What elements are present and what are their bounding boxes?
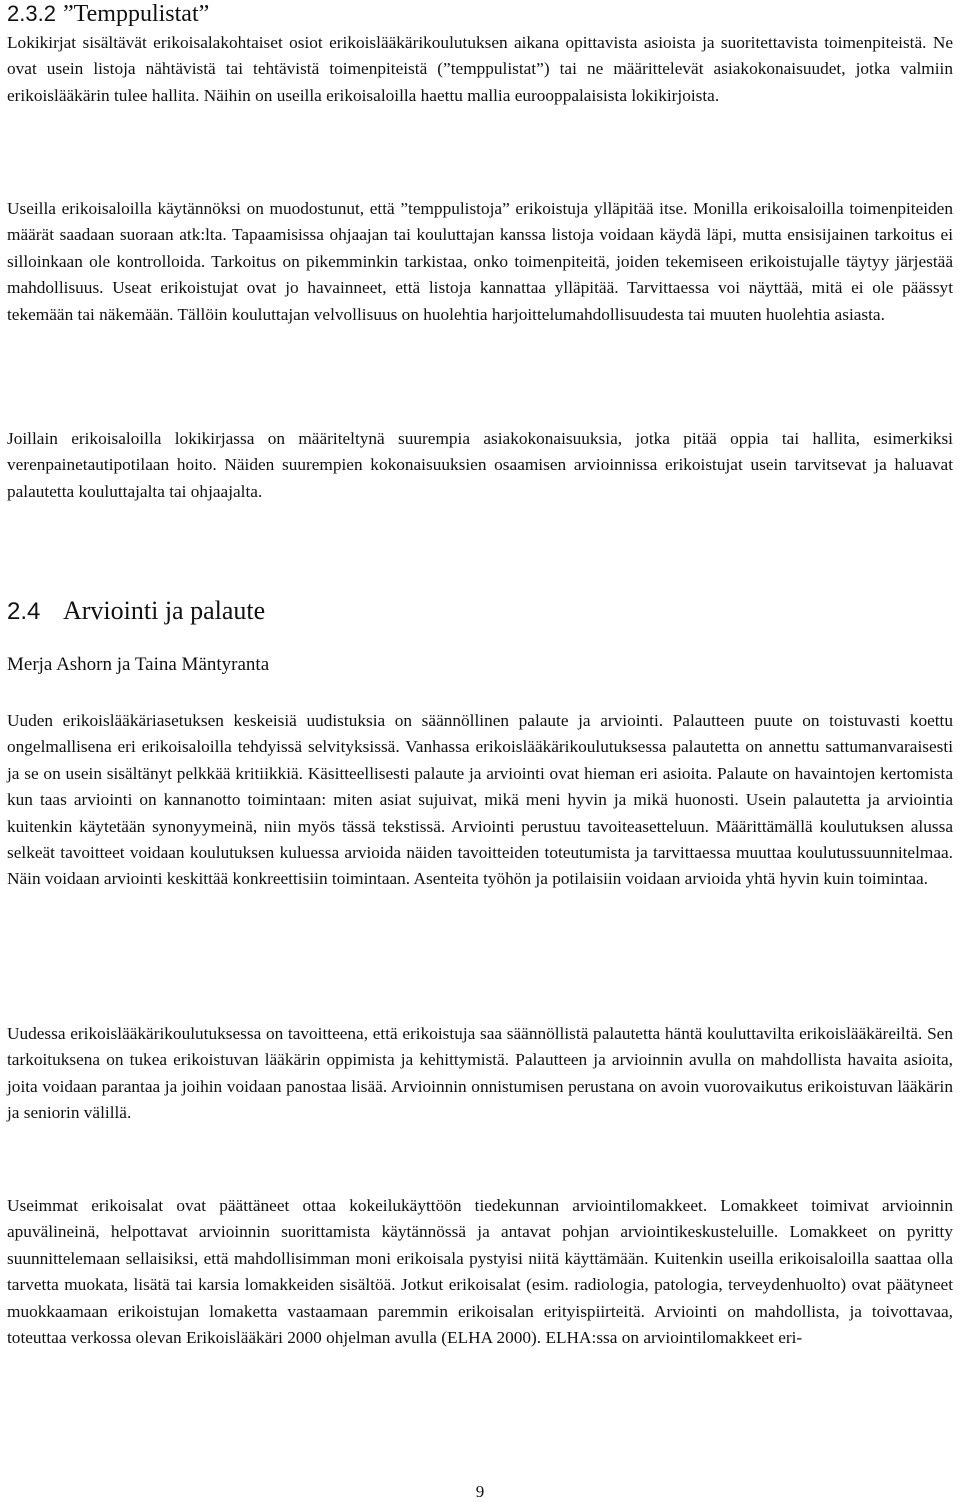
- paragraph: Useilla erikoisaloilla käytännöksi on muodostunut, että ”temppulistoja” erikoistuja ylläpitää itse. Monilla erikoisaloilla toimenpiteiden määrät saadaan suoraan atk:lta. Tapaamisissa ohjaajan tai kouluttajan kanssa listoja voidaan käydä läpi, mutta ensisijainen tarkoitus ei silloinkaan ole kontrolloida. Tarkoitus on pikemminkin tarkistaa, onko toimenpiteitä, joiden tekemiseen erikoistujalle täytyy järjestää mahdollisuus. Useat erikoistujat ovat jo havainneet, että listoja kannattaa ylläpitää. Tarvittaessa voi näyttää, mitä ei ole päässyt tekemään tai näkemään. Tällöin kouluttajan velvollisuus on huolehtia harjoittelumahdollisuudesta tai muuten huolehtia asiasta.: [7, 199, 953, 324]
- paragraph: Uuden erikoislääkäriasetuksen keskeisiä uudistuksia on säännöllinen palaute ja arviointi. Palautteen puute on toistuvasti koettu ongelmallisena eri erikoisaloilla tehdyissä selvityksissä. Vanhassa erikoislääkärikoulutuksessa palautetta on annettu sattumanvaraisesti ja se on usein sisältänyt pelkkää kritiikkiä. Käsitteellisesti palaute ja arviointi ovat hieman eri asioita. Palaute on havaintojen kertomista kun taas arviointi on kannanotto toimintaan: miten asiat sujuivat, mikä meni hyvin ja mikä huonosti. Usein palautetta ja arviointia kuitenkin käytetään synonyymeinä, niin myös tässä tekstissä. Arviointi perustuu tavoiteasetteluun. Määrittämällä koulutuksen alussa selkeät tavoitteet voidaan koulutuksen kuluessa arvioida näiden tavoitteiden toteutumista ja tarvittaessa muuttaa koulutussuunnitelmaa. Näin voidaan arviointi keskittää konkreettisiin toimintaan. Asenteita työhön ja potilaisiin voidaan arvioida yhtä hyvin kuin toimintaa.: [7, 711, 953, 889]
- paragraph: Uudessa erikoislääkärikoulutuksessa on tavoitteena, että erikoistuja saa säännöllistä palautetta häntä kouluttavilta erikoislääkäreiltä. Sen tarkoituksena on tukea erikoistuvan lääkärin oppimista ja kehittymistä. Palautteen ja arvioinnin avulla on mahdollista havaita asioita, joita voidaan parantaa ja joihin voidaan panostaa lisää. Arvioinnin onnistumisen perustana on avoin vuorovaikutus erikoistuvan lääkärin ja seniorin välillä.: [7, 1024, 953, 1123]
- section-heading-2-4: [7, 597, 265, 626]
- paragraph: Lokikirjat sisältävät erikoisalakohtaiset osiot erikoislääkärikoulutuksen aikana opittavista asioista ja suoritettavista toimenpiteistä. Ne ovat usein listoja nähtävistä tai tehtävistä toimenpiteistä (”temppulistat”) tai ne määrittelevät asiakokonaisuudet, jotka valmiin erikoislääkärin tulee hallita. Näihin on useilla erikoisaloilla haettu mallia eurooppalaisista lokikirjoista.: [7, 33, 953, 105]
- section-number: 2.3.2: [7, 1, 56, 26]
- section-number: 2.4: [7, 598, 41, 625]
- section-title: Arviointi ja palaute: [63, 596, 266, 625]
- paragraph: Useimmat erikoisalat ovat päättäneet ottaa kokeilukäyttöön tiedekunnan arviointilomakkeet. Lomakkeet toimivat arvioinnin apuvälineinä, helpottavat arvioinnin suorittamista käytännössä ja antavat pohjan arviointikeskusteluille. Lomakkeet on pyritty suunnittelemaan sellaisiksi, että mahdollisimman moni erikoisala pystyisi niitä käyttämään. Kuitenkin useilla erikoisaloilla saattaa olla tarvetta muokata, lisätä tai karsia lomakkeiden sisältöä. Jotkut erikoisalat (esim. radiologia, patologia, terveydenhuolto) ovat päätyneet muokkaamaan erikoistujan lomaketta vastaamaan paremmin erikoisalan erityispiirteitä. Arviointi on mahdollista, ja toivottavaa, toteuttaa verkossa olevan Erikoislääkäri 2000 ohjelman avulla (ELHA 2000). ELHA:ssa on arviointilomakkeet eri-: [7, 1196, 953, 1348]
- section-authors: Merja Ashorn ja Taina Mäntyranta: [7, 654, 270, 675]
- page-number: 9: [475, 1482, 485, 1501]
- section-title: ”Temppulistat”: [63, 1, 210, 27]
- paragraph: Joillain erikoisaloilla lokikirjassa on määriteltynä suurempia asiakokonaisuuksia, jotka pitää oppia tai hallita, esimerkiksi verenpainetautipotilaan hoito. Näiden suurempien kokonaisuuksien osaamisen arvioinnissa erikoistujat usein tarvitsevat ja haluavat palautetta kouluttajalta tai ohjaajalta.: [7, 429, 953, 501]
- section-heading-2-3-2: [7, 0, 209, 28]
